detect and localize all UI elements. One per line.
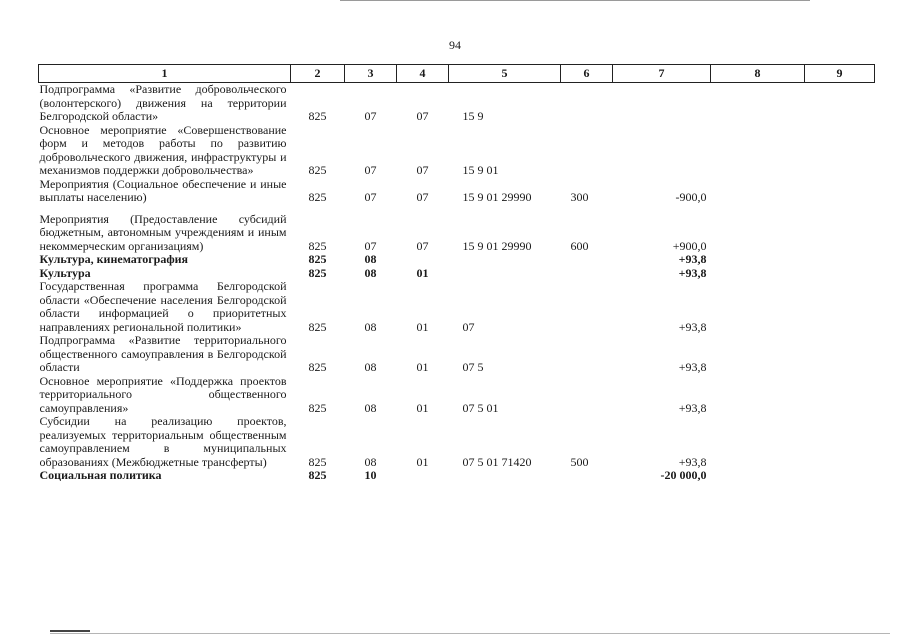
column-header: 5 [449, 65, 561, 83]
column-header: 3 [345, 65, 397, 83]
cell-col9 [805, 415, 875, 469]
table-header-row [39, 65, 875, 83]
row-description: Мероприятия (Социальное обеспечение и иные выплаты населению) [39, 176, 287, 204]
column-header: 1 [39, 65, 291, 83]
cell-section: 10 [364, 468, 377, 482]
table-row [39, 124, 875, 178]
row-description: Мероприятия (Предоставление субсидий бюджетным, автономным учреждениям и иным некоммерческим организациям) [39, 211, 287, 253]
cell-admin-code: 825 [308, 468, 327, 482]
cell-target-article: 15 9 01 [462, 163, 499, 177]
cell-col9 [805, 124, 875, 178]
cell-col8 [711, 267, 805, 281]
cell-target-article: 07 5 01 [462, 400, 499, 415]
cell-target-article: 15 9 [462, 109, 484, 123]
column-header: 9 [805, 65, 875, 83]
cell-amount: +93,8 [678, 360, 707, 374]
cell-col9 [805, 253, 875, 267]
cell-expense-type [561, 280, 613, 334]
cell-col9 [805, 83, 875, 124]
cell-expense-type [561, 124, 613, 178]
cell-col9 [805, 267, 875, 281]
column-header: 2 [291, 65, 345, 83]
cell-col9 [805, 469, 875, 483]
row-description: Государственная программа Белгородской области «Обеспечение населения Белгородской области информацией о приоритетных направлениях региональной политики» [39, 279, 287, 334]
row-description: Основное мероприятие «Совершенствование форм и методов работы по развитию добровольческого движения, инфраструктуры и механизмов поддержки добровольчества» [39, 122, 287, 177]
cell-expense-type [561, 267, 613, 281]
cell-section: 08 [364, 454, 377, 469]
row-description: Субсидии на реализацию проектов, реализуемых территориальным общественным самоуправлением в муниципальных образованиях (Межбюджетные трансферты) [39, 414, 287, 469]
table-row [39, 334, 875, 375]
cell-target-article: 07 5 01 71420 [462, 454, 532, 469]
cell-expense-type [561, 334, 613, 375]
scan-edge-bottom [50, 633, 890, 634]
cell-amount: +93,8 [678, 400, 707, 415]
cell-section: 07 [364, 163, 377, 177]
cell-expense-type: 600 [570, 238, 589, 253]
row-description: Основное мероприятие «Поддержка проектов территориального общественного самоуправления» [39, 373, 287, 415]
cell-col8 [711, 375, 805, 416]
row-description: Подпрограмма «Развитие территориального общественного самоуправления в Белгородской области [39, 333, 287, 374]
cell-amount: +93,8 [678, 252, 707, 266]
cell-expense-type: 300 [570, 190, 589, 204]
scan-edge-top [340, 0, 810, 1]
cell-amount: -900,0 [675, 190, 707, 204]
cell-amount: +93,8 [678, 265, 707, 280]
cell-subsection: 07 [416, 190, 429, 204]
cell-subsection: 07 [416, 109, 429, 123]
cell-expense-type [561, 375, 613, 416]
cell-expense-type [561, 83, 613, 124]
cell-subsection: 01 [416, 454, 429, 469]
cell-amount [613, 83, 711, 124]
cell-section: 08 [364, 360, 377, 374]
cell-admin-code: 825 [308, 252, 327, 266]
cell-section: 08 [364, 265, 377, 280]
table-body [39, 83, 875, 483]
cell-subsection [397, 253, 449, 267]
cell-col8 [711, 178, 805, 205]
cell-section: 07 [364, 109, 377, 123]
table-row [39, 415, 875, 469]
cell-subsection [397, 469, 449, 483]
cell-admin-code: 825 [308, 400, 327, 415]
cell-section: 07 [364, 190, 377, 204]
cell-section: 07 [364, 238, 377, 253]
cell-col9 [805, 280, 875, 334]
cell-col8 [711, 334, 805, 375]
cell-subsection: 07 [416, 238, 429, 253]
table-row [39, 375, 875, 416]
cell-amount [613, 124, 711, 178]
cell-expense-type: 500 [570, 454, 589, 469]
cell-subsection: 01 [416, 360, 429, 374]
cell-col8 [711, 280, 805, 334]
table-row [39, 267, 875, 281]
cell-amount: +93,8 [678, 454, 707, 469]
cell-admin-code: 825 [308, 190, 327, 204]
cell-col9 [805, 375, 875, 416]
budget-table [38, 64, 875, 483]
cell-amount: -20 000,0 [660, 468, 707, 482]
cell-subsection: 01 [416, 319, 429, 334]
cell-target-article [449, 267, 561, 281]
cell-col9 [805, 205, 875, 254]
cell-col8 [711, 83, 805, 124]
cell-section: 08 [364, 252, 377, 266]
row-description: Культура, кинематография [39, 252, 189, 266]
column-header: 8 [711, 65, 805, 83]
column-header: 6 [561, 65, 613, 83]
cell-admin-code: 825 [308, 238, 327, 253]
cell-admin-code: 825 [308, 319, 327, 334]
cell-amount: +900,0 [672, 238, 707, 253]
cell-admin-code: 825 [308, 109, 327, 123]
table-row [39, 205, 875, 254]
column-header: 4 [397, 65, 449, 83]
cell-col8 [711, 124, 805, 178]
row-description: Подпрограмма «Развитие добровольческого (волонтерского) движения на территории Белгородской области» [39, 82, 287, 123]
cell-expense-type [561, 469, 613, 483]
cell-col8 [711, 415, 805, 469]
cell-admin-code: 825 [308, 454, 327, 469]
cell-target-article [449, 253, 561, 267]
cell-section: 08 [364, 400, 377, 415]
row-description: Культура [39, 265, 91, 280]
scan-mark [50, 630, 90, 632]
row-description: Социальная политика [39, 468, 162, 482]
column-header: 7 [613, 65, 711, 83]
table-row [39, 253, 875, 267]
cell-expense-type [561, 253, 613, 267]
cell-admin-code: 825 [308, 163, 327, 177]
cell-section: 08 [364, 319, 377, 334]
table-row [39, 83, 875, 124]
cell-amount: +93,8 [678, 319, 707, 334]
cell-admin-code: 825 [308, 360, 327, 374]
cell-subsection: 01 [416, 265, 429, 280]
cell-target-article: 15 9 01 29990 [462, 190, 532, 204]
cell-admin-code: 825 [308, 265, 327, 280]
cell-col9 [805, 178, 875, 205]
table-row [39, 280, 875, 334]
table-row [39, 469, 875, 483]
cell-col8 [711, 253, 805, 267]
cell-target-article: 07 [462, 319, 475, 334]
table-row [39, 178, 875, 205]
cell-target-article: 07 5 [462, 360, 484, 374]
cell-target-article: 15 9 01 29990 [462, 238, 532, 253]
cell-col8 [711, 469, 805, 483]
cell-subsection: 01 [416, 400, 429, 415]
page-number: 94 [449, 38, 461, 52]
cell-target-article [449, 469, 561, 483]
cell-col9 [805, 334, 875, 375]
cell-subsection: 07 [416, 163, 429, 177]
cell-col8 [711, 205, 805, 254]
